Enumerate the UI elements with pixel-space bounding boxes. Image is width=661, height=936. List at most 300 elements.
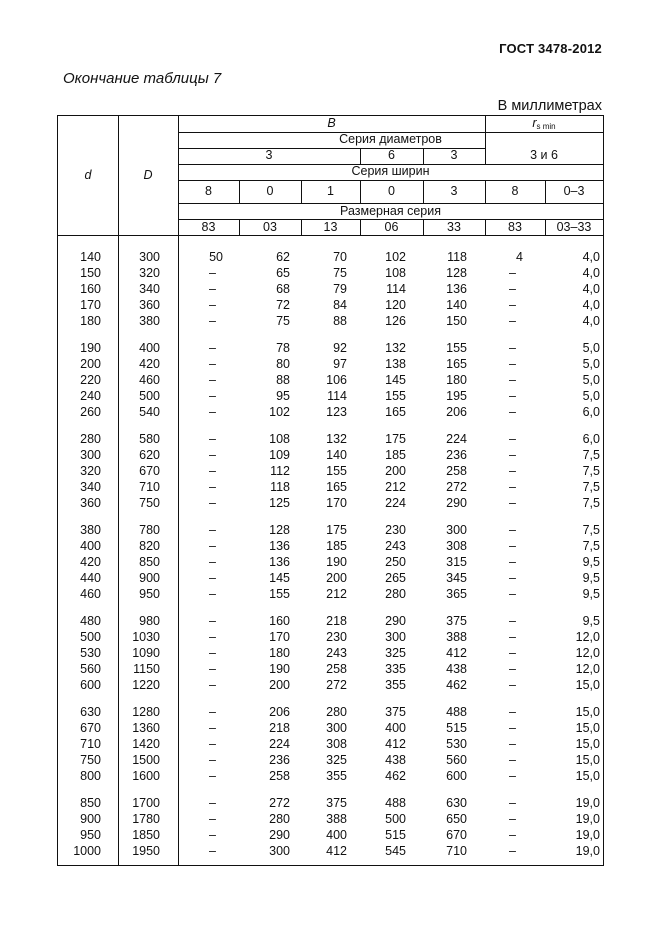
- cell-r-83: –: [509, 828, 516, 842]
- cell-r-83: –: [509, 571, 516, 585]
- cell-b-13: 355: [326, 769, 347, 783]
- header-diameter-series: Серия диаметров: [339, 132, 442, 146]
- cell-D: 580: [139, 432, 160, 446]
- cell-b-13: 75: [333, 266, 347, 280]
- cell-b-83: –: [209, 539, 216, 553]
- cell-r-83: –: [509, 721, 516, 735]
- cell-b-13: 170: [326, 496, 347, 510]
- cell-b-06: 488: [385, 796, 406, 810]
- cell-D: 540: [139, 405, 160, 419]
- cell-r-83: –: [509, 314, 516, 328]
- cell-b-33: 308: [446, 539, 467, 553]
- cell-b-03: 80: [276, 357, 290, 371]
- cell-r-s-min: 5,0: [582, 341, 600, 355]
- cell-d: 710: [80, 737, 101, 751]
- table-row: [58, 389, 605, 404]
- table-row: [58, 737, 605, 752]
- cell-d: 400: [80, 539, 101, 553]
- diameter-series-value: 6: [388, 148, 395, 162]
- cell-b-13: 300: [326, 721, 347, 735]
- table-row: [58, 630, 605, 645]
- cell-r-s-min: 19,0: [575, 828, 600, 842]
- cell-b-03: 108: [269, 432, 290, 446]
- header-r-subscript: s min: [536, 122, 556, 131]
- cell-b-83: –: [209, 298, 216, 312]
- cell-b-83: –: [209, 721, 216, 735]
- cell-b-33: 515: [446, 721, 467, 735]
- cell-b-03: 118: [270, 480, 290, 494]
- table-row: [58, 405, 605, 420]
- width-series-value: 0–3: [563, 184, 585, 198]
- table-row: [58, 341, 605, 356]
- cell-b-83: –: [209, 705, 216, 719]
- diameter-series-value: 3: [450, 148, 458, 162]
- table-row: [58, 705, 605, 720]
- cell-r-s-min: 15,0: [575, 678, 600, 692]
- cell-b-33: 365: [446, 587, 467, 601]
- cell-d: 500: [80, 630, 101, 644]
- cell-r-s-min: 15,0: [575, 753, 600, 767]
- cell-b-03: 136: [269, 539, 290, 553]
- cell-r-s-min: 19,0: [575, 812, 600, 826]
- header-width-series: Серия ширин: [351, 164, 430, 178]
- cell-D: 320: [139, 266, 160, 280]
- cell-b-06: 545: [385, 844, 406, 858]
- cell-r-83: –: [509, 357, 516, 371]
- diameter-series-value: 3 и 6: [530, 148, 558, 162]
- cell-r-83: –: [509, 464, 516, 478]
- cell-D: 980: [139, 614, 160, 628]
- cell-b-03: 200: [269, 678, 290, 692]
- cell-D: 620: [139, 448, 160, 462]
- cell-r-83: –: [509, 614, 516, 628]
- cell-D: 1360: [132, 721, 160, 735]
- cell-r-s-min: 7,5: [582, 496, 600, 510]
- cell-b-83: –: [209, 405, 216, 419]
- cell-b-13: 92: [333, 341, 347, 355]
- dimension-series-value: 03: [263, 220, 277, 234]
- cell-b-13: 325: [326, 753, 347, 767]
- cell-b-83: –: [209, 662, 216, 676]
- cell-b-33: 412: [446, 646, 467, 660]
- cell-r-s-min: 15,0: [575, 705, 600, 719]
- cell-r-s-min: 4,0: [582, 298, 600, 312]
- cell-d: 160: [80, 282, 101, 296]
- cell-b-33: 236: [446, 448, 467, 462]
- cell-b-83: –: [209, 587, 216, 601]
- cell-D: 1780: [132, 812, 160, 826]
- cell-b-33: 150: [446, 314, 467, 328]
- table-row: [58, 373, 605, 388]
- cell-d: 560: [80, 662, 101, 676]
- cell-d: 280: [80, 432, 101, 446]
- cell-b-13: 412: [326, 844, 347, 858]
- table-row: [58, 480, 605, 495]
- cell-d: 300: [80, 448, 101, 462]
- cell-r-s-min: 5,0: [582, 389, 600, 403]
- cell-b-13: 400: [326, 828, 347, 842]
- table-row: [58, 282, 605, 297]
- cell-b-83: –: [209, 389, 216, 403]
- cell-r-83: –: [509, 282, 516, 296]
- cell-b-06: 155: [385, 389, 406, 403]
- cell-r-s-min: 9,5: [582, 587, 600, 601]
- cell-b-83: –: [209, 737, 216, 751]
- cell-b-06: 108: [385, 266, 406, 280]
- cell-b-83: –: [209, 496, 216, 510]
- cell-b-83: –: [209, 432, 216, 446]
- cell-r-83: –: [509, 796, 516, 810]
- table-row: [58, 523, 605, 538]
- cell-b-13: 106: [326, 373, 347, 387]
- cell-b-13: 165: [326, 480, 347, 494]
- cell-D: 1500: [132, 753, 160, 767]
- cell-d: 440: [80, 571, 101, 585]
- cell-b-13: 114: [327, 389, 347, 403]
- cell-D: 850: [139, 555, 160, 569]
- cell-b-06: 290: [385, 614, 406, 628]
- cell-b-13: 308: [326, 737, 347, 751]
- cell-b-33: 195: [446, 389, 467, 403]
- cell-d: 380: [80, 523, 101, 537]
- cell-r-83: –: [509, 812, 516, 826]
- cell-b-06: 438: [385, 753, 406, 767]
- cell-b-83: –: [209, 448, 216, 462]
- cell-b-33: 600: [446, 769, 467, 783]
- cell-b-13: 155: [326, 464, 347, 478]
- cell-d: 180: [80, 314, 101, 328]
- cell-b-83: –: [209, 571, 216, 585]
- cell-b-03: 136: [269, 555, 290, 569]
- cell-b-33: 118: [447, 250, 467, 264]
- cell-b-83: –: [209, 555, 216, 569]
- cell-b-03: 75: [276, 314, 290, 328]
- divider: [178, 180, 603, 181]
- cell-r-83: –: [509, 266, 516, 280]
- cell-d: 460: [80, 587, 101, 601]
- cell-D: 1220: [132, 678, 160, 692]
- cell-d: 420: [80, 555, 101, 569]
- cell-b-06: 400: [385, 721, 406, 735]
- cell-r-83: –: [509, 737, 516, 751]
- cell-b-03: 145: [269, 571, 290, 585]
- cell-D: 400: [139, 341, 160, 355]
- cell-d: 260: [80, 405, 101, 419]
- cell-D: 1950: [132, 844, 160, 858]
- cell-b-33: 258: [446, 464, 467, 478]
- cell-r-83: –: [509, 405, 516, 419]
- table-row: [58, 448, 605, 463]
- cell-b-06: 120: [385, 298, 406, 312]
- cell-D: 1150: [133, 662, 160, 676]
- cell-b-33: 140: [446, 298, 467, 312]
- table-row: [58, 614, 605, 629]
- cell-d: 630: [80, 705, 101, 719]
- table-row: [58, 555, 605, 570]
- width-series-value: 0: [388, 184, 395, 198]
- table-row: [58, 721, 605, 736]
- cell-b-03: 102: [269, 405, 290, 419]
- cell-b-06: 355: [385, 678, 406, 692]
- cell-r-s-min: 4,0: [582, 266, 600, 280]
- table-row: [58, 769, 605, 784]
- cell-b-03: 109: [269, 448, 290, 462]
- cell-b-06: 212: [385, 480, 406, 494]
- cell-r-s-min: 4,0: [582, 314, 600, 328]
- cell-b-33: 530: [446, 737, 467, 751]
- cell-b-03: 290: [269, 828, 290, 842]
- cell-D: 780: [139, 523, 160, 537]
- cell-r-83: –: [509, 662, 516, 676]
- cell-D: 1700: [132, 796, 160, 810]
- cell-r-s-min: 19,0: [575, 844, 600, 858]
- cell-b-83: –: [209, 464, 216, 478]
- cell-r-83: –: [509, 844, 516, 858]
- cell-r-83: –: [509, 448, 516, 462]
- cell-b-83: –: [209, 678, 216, 692]
- table-row: [58, 250, 605, 265]
- cell-b-13: 84: [333, 298, 347, 312]
- cell-b-83: –: [209, 646, 216, 660]
- dimension-series-value: 03–33: [556, 220, 592, 234]
- cell-d: 200: [80, 357, 101, 371]
- cell-b-06: 175: [385, 432, 406, 446]
- cell-b-03: 78: [276, 341, 290, 355]
- cell-r-83: –: [509, 769, 516, 783]
- cell-D: 1090: [132, 646, 160, 660]
- document-code: ГОСТ 3478-2012: [499, 41, 602, 56]
- table-row: [58, 539, 605, 554]
- width-series-value: 8: [511, 184, 519, 198]
- cell-d: 600: [80, 678, 101, 692]
- cell-d: 140: [80, 250, 101, 264]
- width-series-value: 1: [327, 184, 334, 198]
- cell-b-13: 190: [326, 555, 347, 569]
- cell-b-13: 79: [333, 282, 347, 296]
- cell-r-83: 4: [516, 250, 523, 264]
- cell-d: 150: [80, 266, 101, 280]
- cell-b-03: 272: [269, 796, 290, 810]
- cell-b-33: 670: [446, 828, 467, 842]
- cell-b-06: 250: [385, 555, 406, 569]
- cell-b-13: 200: [326, 571, 347, 585]
- cell-b-03: 125: [269, 496, 290, 510]
- table-row: [58, 464, 605, 479]
- cell-b-33: 345: [446, 571, 467, 585]
- cell-D: 300: [139, 250, 160, 264]
- cell-b-33: 375: [446, 614, 467, 628]
- cell-r-83: –: [509, 630, 516, 644]
- cell-r-s-min: 12,0: [575, 646, 600, 660]
- cell-b-33: 272: [446, 480, 467, 494]
- cell-r-s-min: 15,0: [575, 721, 600, 735]
- cell-r-83: –: [509, 298, 516, 312]
- cell-b-06: 265: [385, 571, 406, 585]
- cell-r-s-min: 12,0: [575, 662, 600, 676]
- cell-D: 1600: [132, 769, 160, 783]
- cell-d: 950: [80, 828, 101, 842]
- cell-b-13: 375: [326, 796, 347, 810]
- cell-b-33: 165: [446, 357, 467, 371]
- cell-b-33: 388: [446, 630, 467, 644]
- cell-b-03: 62: [276, 250, 290, 264]
- cell-d: 530: [80, 646, 101, 660]
- cell-r-s-min: 5,0: [582, 373, 600, 387]
- cell-b-06: 230: [385, 523, 406, 537]
- cell-r-83: –: [509, 341, 516, 355]
- table-row: [58, 812, 605, 827]
- cell-b-33: 290: [446, 496, 467, 510]
- cell-b-06: 280: [385, 587, 406, 601]
- header-r: r: [532, 116, 537, 130]
- header-D: D: [143, 168, 153, 182]
- cell-r-s-min: 5,0: [582, 357, 600, 371]
- cell-r-s-min: 6,0: [582, 432, 600, 446]
- cell-b-06: 515: [385, 828, 406, 842]
- cell-b-13: 212: [326, 587, 347, 601]
- cell-b-13: 132: [326, 432, 347, 446]
- cell-b-03: 68: [276, 282, 290, 296]
- cell-b-33: 155: [446, 341, 467, 355]
- cell-b-03: 300: [269, 844, 290, 858]
- cell-D: 1280: [132, 705, 160, 719]
- cell-D: 670: [139, 464, 160, 478]
- cell-b-83: –: [209, 480, 216, 494]
- cell-b-13: 280: [326, 705, 347, 719]
- cell-b-13: 185: [326, 539, 347, 553]
- table-row: [58, 844, 605, 859]
- cell-d: 340: [80, 480, 101, 494]
- cell-r-83: –: [509, 480, 516, 494]
- table-row: [58, 678, 605, 693]
- cell-r-s-min: 4,0: [582, 250, 600, 264]
- cell-D: 1030: [132, 630, 160, 644]
- cell-r-s-min: 15,0: [575, 769, 600, 783]
- cell-b-06: 185: [385, 448, 406, 462]
- cell-r-83: –: [509, 496, 516, 510]
- cell-b-83: –: [209, 796, 216, 810]
- cell-r-s-min: 7,5: [582, 448, 600, 462]
- cell-r-83: –: [509, 389, 516, 403]
- cell-D: 380: [139, 314, 160, 328]
- header-bottom-line: [58, 235, 603, 236]
- table-row: [58, 357, 605, 372]
- cell-b-83: –: [209, 812, 216, 826]
- cell-D: 820: [139, 539, 160, 553]
- cell-D: 500: [139, 389, 160, 403]
- cell-b-03: 224: [269, 737, 290, 751]
- cell-b-33: 560: [446, 753, 467, 767]
- cell-b-03: 258: [269, 769, 290, 783]
- cell-r-s-min: 6,0: [582, 405, 600, 419]
- cell-b-06: 335: [385, 662, 406, 676]
- diameter-series-value: 3: [265, 148, 273, 162]
- cell-b-13: 70: [333, 250, 347, 264]
- cell-r-83: –: [509, 646, 516, 660]
- cell-r-83: –: [509, 555, 516, 569]
- cell-D: 420: [139, 357, 160, 371]
- cell-b-13: 388: [326, 812, 347, 826]
- cell-r-83: –: [509, 373, 516, 387]
- cell-r-s-min: 9,5: [582, 614, 600, 628]
- cell-D: 710: [139, 480, 160, 494]
- table-row: [58, 432, 605, 447]
- cell-r-s-min: 9,5: [582, 571, 600, 585]
- cell-d: 220: [80, 373, 101, 387]
- cell-b-83: –: [209, 630, 216, 644]
- cell-b-03: 88: [276, 373, 290, 387]
- table-row: [58, 753, 605, 768]
- cell-d: 480: [80, 614, 101, 628]
- cell-r-83: –: [509, 587, 516, 601]
- dimension-series-value: 83: [201, 220, 216, 234]
- cell-b-03: 170: [269, 630, 290, 644]
- cell-d: 240: [80, 389, 101, 403]
- cell-b-06: 500: [385, 812, 406, 826]
- table-title: Окончание таблицы 7: [63, 70, 222, 87]
- cell-D: 900: [139, 571, 160, 585]
- cell-b-13: 88: [333, 314, 347, 328]
- table-row: [58, 266, 605, 281]
- cell-b-83: –: [209, 828, 216, 842]
- cell-b-33: 136: [446, 282, 467, 296]
- cell-d: 190: [80, 341, 101, 355]
- cell-b-83: –: [209, 357, 216, 371]
- cell-b-13: 123: [326, 405, 347, 419]
- cell-b-83: –: [209, 523, 216, 537]
- cell-b-03: 218: [269, 721, 290, 735]
- cell-b-03: 206: [269, 705, 290, 719]
- cell-b-03: 190: [269, 662, 290, 676]
- cell-b-33: 315: [446, 555, 467, 569]
- cell-b-83: –: [209, 614, 216, 628]
- dimension-series-value: 06: [384, 220, 399, 234]
- cell-d: 360: [80, 496, 101, 510]
- cell-b-13: 140: [326, 448, 347, 462]
- cell-b-83: –: [209, 341, 216, 355]
- cell-r-83: –: [509, 678, 516, 692]
- cell-r-s-min: 19,0: [575, 796, 600, 810]
- cell-b-06: 325: [385, 646, 406, 660]
- dimension-series-value: 83: [508, 220, 522, 234]
- cell-b-83: –: [209, 282, 216, 296]
- table-row: [58, 571, 605, 586]
- cell-b-06: 224: [385, 496, 406, 510]
- cell-D: 750: [139, 496, 160, 510]
- cell-b-13: 230: [326, 630, 347, 644]
- cell-b-83: –: [209, 844, 216, 858]
- cell-b-13: 97: [333, 357, 347, 371]
- width-series-value: 3: [450, 184, 458, 198]
- cell-b-06: 145: [385, 373, 406, 387]
- table-row: [58, 646, 605, 661]
- table-row: [58, 298, 605, 313]
- cell-b-06: 300: [385, 630, 406, 644]
- cell-b-83: –: [209, 314, 216, 328]
- cell-b-03: 155: [269, 587, 290, 601]
- header-B: B: [327, 116, 336, 130]
- cell-b-06: 114: [386, 282, 406, 296]
- bearing-dimensions-table: [57, 115, 604, 866]
- cell-r-s-min: 7,5: [582, 539, 600, 553]
- cell-b-03: 236: [269, 753, 290, 767]
- cell-b-03: 160: [269, 614, 290, 628]
- cell-b-03: 280: [269, 812, 290, 826]
- cell-b-33: 128: [446, 266, 467, 280]
- cell-b-33: 224: [446, 432, 467, 446]
- cell-b-06: 200: [385, 464, 406, 478]
- cell-b-06: 243: [385, 539, 406, 553]
